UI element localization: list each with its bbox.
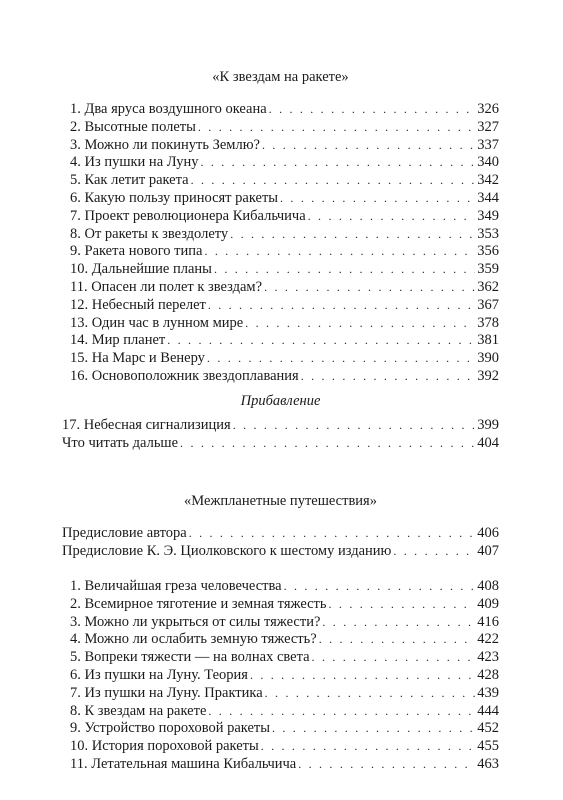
- toc-entry: [62, 435, 499, 453]
- toc-entry-title: 1. Два яруса воздушного океана: [70, 101, 267, 117]
- toc-entry-title: Предисловие автора: [62, 525, 187, 542]
- toc-entry-title: 3. Можно ли укрыться от силы тяжести?: [70, 613, 321, 630]
- toc-entry: [62, 315, 499, 333]
- dot-leader: [312, 649, 475, 667]
- dot-leader: [329, 596, 475, 614]
- dot-leader: [208, 297, 475, 315]
- dot-leader: [301, 368, 475, 386]
- toc-entry-page: 407: [477, 543, 499, 560]
- toc-entry: [62, 297, 499, 315]
- toc-entry: [62, 631, 499, 649]
- toc-entry: [62, 578, 499, 596]
- toc-entry-title: 8. От ракеты к звездолету: [70, 225, 229, 242]
- toc-entry-title: Что читать дальше: [62, 434, 179, 451]
- toc-entry-page: 344: [477, 189, 499, 206]
- dot-leader: [269, 101, 475, 119]
- toc-entry-page: 463: [477, 755, 499, 772]
- toc-entry-page: 423: [477, 649, 499, 666]
- dot-leader: [198, 119, 475, 137]
- dot-leader: [208, 703, 475, 721]
- toc-entry-title: 10. Дальнейшие планы: [70, 261, 212, 278]
- toc-entry-page: 444: [477, 702, 499, 719]
- toc-entry-title: Предисловие К. Э. Циолковского к шестому изданию: [62, 543, 392, 560]
- toc-entry: [62, 172, 499, 190]
- toc-entry-title: 10. История пороховой ракеты: [70, 738, 259, 755]
- toc-entry-page: 349: [477, 207, 499, 224]
- toc-entry: [62, 368, 499, 386]
- dot-leader: [308, 208, 475, 226]
- toc-entry-page: 326: [477, 101, 499, 117]
- toc-entry: [62, 525, 499, 543]
- toc-entry-page: 362: [477, 278, 499, 295]
- toc-entry-title: 7. Проект революционера Кибальчича: [70, 207, 306, 224]
- toc-entry-page: 428: [477, 666, 499, 683]
- toc-entry-title: 11. Опасен ли полет к звездам?: [70, 278, 263, 295]
- toc-entry-page: 422: [477, 631, 499, 648]
- dot-leader: [189, 525, 475, 543]
- toc-entry-title: 9. Ракета нового типа: [70, 243, 203, 260]
- toc-entry-title: 4. Из пушки на Луну: [70, 154, 199, 171]
- toc-entry: [62, 154, 499, 172]
- dot-leader: [265, 685, 475, 703]
- toc-entry-page: 409: [477, 595, 499, 612]
- dot-leader: [191, 172, 475, 190]
- toc-entry-title: 8. К звездам на ракете: [70, 702, 207, 719]
- toc-entry: [62, 614, 499, 632]
- dot-leader: [322, 614, 475, 632]
- toc-entry-title: 5. Вопреки тяжести — на волнах света: [70, 649, 310, 666]
- toc-entry-title: 9. Устройство пороховой ракеты: [70, 720, 270, 737]
- toc-entry-title: 7. Из пушки на Луну. Практика: [70, 684, 263, 701]
- toc-entry-title: 14. Мир планет: [70, 332, 166, 349]
- toc-entry: [62, 417, 499, 435]
- dot-leader: [200, 154, 475, 172]
- toc-entry-title: 3. Можно ли покинуть Землю?: [70, 136, 260, 153]
- dot-leader: [233, 417, 475, 435]
- toc-entry-title: 6. Какую пользу приносят ракеты: [70, 189, 279, 206]
- toc-entry-title: 6. Из пушки на Луну. Теория: [70, 666, 248, 683]
- toc-entry-title: 1. Величайшая греза человечества: [70, 577, 282, 594]
- toc-entry-page: 399: [477, 416, 499, 433]
- toc-entry: [62, 756, 499, 774]
- dot-leader: [280, 190, 475, 208]
- dot-leader: [264, 279, 475, 297]
- toc-entry: [62, 720, 499, 738]
- toc-entry: [62, 137, 499, 155]
- dot-leader: [393, 543, 475, 561]
- toc-entry-page: 455: [477, 738, 499, 755]
- toc-entry: [62, 649, 499, 667]
- toc-entry-page: 404: [477, 434, 499, 451]
- section-title: «К звездам на ракете»: [212, 69, 349, 85]
- dot-leader: [245, 315, 475, 333]
- toc-entry-page: 340: [477, 154, 499, 171]
- toc-entry-page: 337: [477, 136, 499, 153]
- toc-entry: [62, 119, 499, 137]
- appendix-entries: [62, 417, 499, 453]
- dot-leader: [167, 332, 475, 350]
- toc-entry: [62, 685, 499, 703]
- toc-entry-page: 452: [477, 720, 499, 737]
- dot-leader: [204, 243, 475, 261]
- dot-leader: [214, 261, 475, 279]
- toc-entry-page: 439: [477, 684, 499, 701]
- dot-leader: [230, 226, 475, 244]
- toc-entry-page: 359: [477, 261, 499, 278]
- toc-entry: [62, 226, 499, 244]
- toc-entry-page: 381: [477, 332, 499, 349]
- dot-leader: [298, 756, 475, 774]
- dot-leader: [180, 435, 475, 453]
- toc-entry-page: 378: [477, 314, 499, 331]
- toc-entry: [62, 261, 499, 279]
- section-entries: [62, 578, 499, 774]
- toc-entry-title: 16. Основоположник звездоплавания: [70, 367, 299, 384]
- dot-leader: [272, 720, 475, 738]
- toc-entry-title: 13. Один час в лунном мире: [70, 314, 244, 331]
- dot-leader: [284, 578, 475, 596]
- toc-entry-title: 2. Всемирное тяготение и земная тяжесть: [70, 595, 327, 612]
- toc-entry: [62, 279, 499, 297]
- toc-entry: [62, 243, 499, 261]
- appendix-title: Прибавление: [240, 392, 321, 409]
- toc-entry-page: 392: [477, 367, 499, 384]
- toc-entry-page: 356: [477, 243, 499, 260]
- toc-entry-title: 12. Небесный перелет: [70, 296, 206, 313]
- dot-leader: [262, 137, 475, 155]
- toc-entry-title: 2. Высотные полеты: [70, 118, 196, 135]
- toc-entry-page: 342: [477, 172, 499, 189]
- section-title: «Межпланетные путешествия»: [184, 493, 377, 510]
- toc-entry: [62, 190, 499, 208]
- toc-entry: [62, 596, 499, 614]
- toc-entry-page: 327: [477, 118, 499, 135]
- toc-entry-title: 4. Можно ли ослабить земную тяжесть?: [70, 631, 317, 648]
- toc-entry: [62, 667, 499, 685]
- toc-entry: [62, 350, 499, 368]
- toc-entry-page: 353: [477, 225, 499, 242]
- section-entries: [62, 101, 499, 386]
- toc-entry-title: 5. Как летит ракета: [70, 172, 189, 189]
- toc-entry-page: 390: [477, 350, 499, 367]
- toc-entry: [62, 543, 499, 561]
- toc-entry-page: 406: [477, 525, 499, 542]
- toc-entry-page: 416: [477, 613, 499, 630]
- dot-leader: [319, 631, 475, 649]
- toc-entry: [62, 101, 499, 119]
- toc-entry-title: 15. На Марс и Венеру: [70, 350, 205, 367]
- toc-entry: [62, 703, 499, 721]
- toc-entry-title: 17. Небесная сигнализиция: [62, 416, 231, 433]
- toc-entry: [62, 738, 499, 756]
- preface-entries: [62, 525, 499, 561]
- toc-entry-title: 11. Летательная машина Кибальчича: [70, 755, 297, 772]
- toc-entry: [62, 332, 499, 350]
- toc-entry: [62, 208, 499, 226]
- toc-entry-page: 367: [477, 296, 499, 313]
- dot-leader: [207, 350, 475, 368]
- table-of-contents: [62, 68, 499, 774]
- dot-leader: [250, 667, 475, 685]
- toc-entry-page: 408: [477, 577, 499, 594]
- dot-leader: [261, 738, 475, 756]
